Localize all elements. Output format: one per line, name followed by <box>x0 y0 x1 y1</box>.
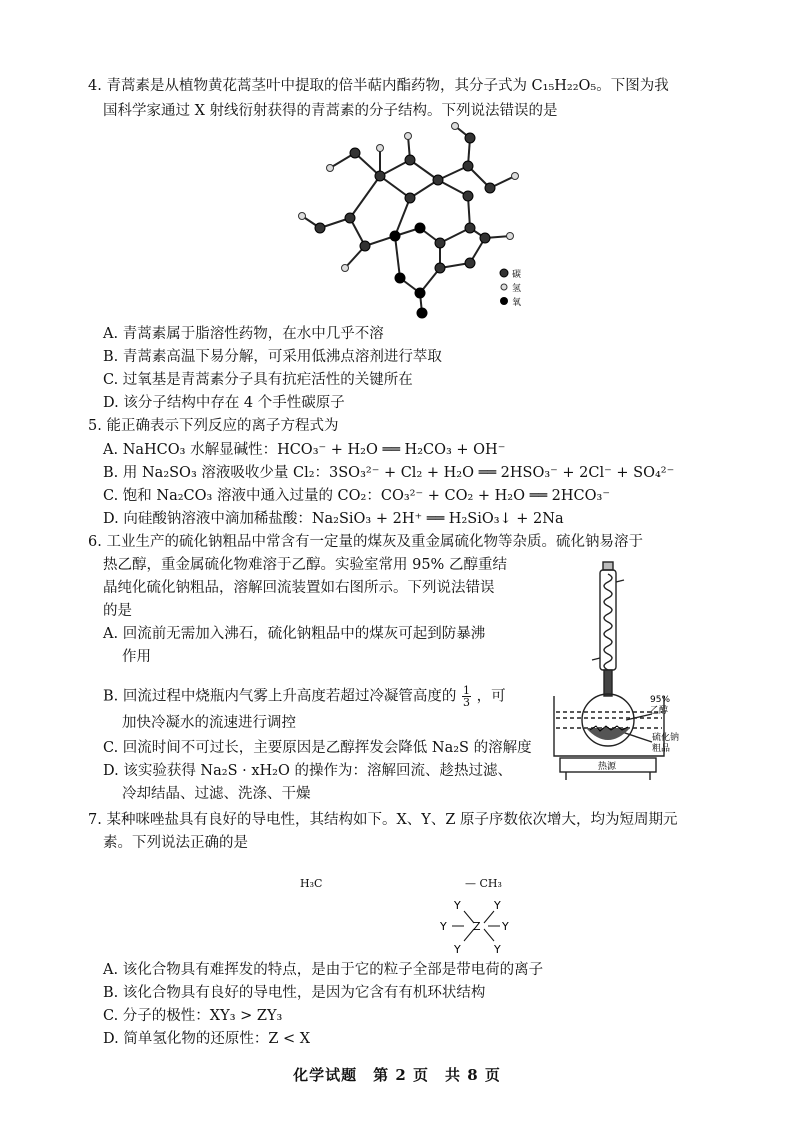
q7-option-a: A. 该化合物具有难挥发的特点，是由于它的粒子全部是带电荷的离子 <box>103 962 544 978</box>
q6-option-c: C. 回流时间不可过长，主要原因是乙醇挥发会降低 Na₂S 的溶解度 <box>103 740 532 756</box>
q4-stem-line2: 国科学家通过 X 射线衍射获得的青蒿素的分子结构。下列说法错误的是 <box>103 103 558 119</box>
q6-option-b-text: B. 回流过程中烧瓶内气雾上升高度若超过冷凝管高度的 <box>103 688 457 705</box>
struct-h3c: H₃C <box>300 877 323 890</box>
q6-option-a-line1: A. 回流前无需加入沸石，硫化钠粗品中的煤灰可起到防暴沸 <box>103 626 486 642</box>
y-atom-bottom-left: Y <box>454 943 461 955</box>
label-crude-2: 粗品 <box>652 744 671 754</box>
legend-oxygen: 氧 <box>512 298 522 308</box>
q4-option-a: A. 青蒿素属于脂溶性药物，在水中几乎不溶 <box>103 326 384 342</box>
q6-option-b-line2: 加快冷凝水的流速进行调控 <box>122 715 296 731</box>
fraction-denominator: 3 <box>462 696 470 709</box>
fraction-numerator: 1 <box>462 684 470 697</box>
q4-option-c: C. 过氧基是青蒿素分子具有抗疟活性的关键所在 <box>103 372 413 388</box>
anion-structure <box>440 895 520 955</box>
q7-stem-line1: 7. 某种咪唑盐具有良好的导电性，其结构如下。X、Y、Z 原子序数依次增大，均为短周期元 <box>88 812 678 828</box>
q6-option-d-line2: 冷却结晶、过滤、洗涤、干燥 <box>122 786 311 802</box>
q6-stem-line2: 热乙醇，重金属硫化物难溶于乙醇。实验室常用 95% 乙醇重结 <box>103 557 507 573</box>
q4-option-b: B. 青蒿素高温下易分解，可采用低沸点溶剂进行萃取 <box>103 349 442 365</box>
q7-option-b: B. 该化合物具有良好的导电性，是因为它含有有机环状结构 <box>103 985 486 1001</box>
q7-stem-line2: 素。下列说法正确的是 <box>103 835 248 851</box>
q7-option-c: C. 分子的极性：XY₃ > ZY₃ <box>103 1008 283 1024</box>
struct-ch3: — CH₃ <box>465 877 502 890</box>
legend-carbon: 碳 <box>512 270 522 280</box>
y-atom-top-right: Y <box>494 899 501 912</box>
q6-stem-line1: 6. 工业生产的硫化钠粗品中常含有一定量的煤灰及重金属硫化物等杂质。硫化钠易溶于 <box>88 534 643 550</box>
q6-option-d-line1: D. 该实验获得 Na₂S · xH₂O 的操作为：溶解回流、趁热过滤、 <box>103 763 512 779</box>
q5-option-d: D. 向硅酸钠溶液中滴加稀盐酸：Na₂SiO₃ + 2H⁺ ══ H₂SiO₃↓ + 2Na <box>103 511 564 527</box>
q6-option-b-end: ，可 <box>476 688 506 705</box>
artemisinin-molecule-figure <box>290 118 550 328</box>
y-atom-left: Y <box>440 920 447 933</box>
q6-option-b-line1 <box>103 685 506 708</box>
q6-stem-line3: 晶纯化硫化钠粗品，溶解回流装置如右图所示。下列说法错误 <box>103 580 495 596</box>
y-atom-bottom-right: Y <box>494 943 501 955</box>
label-crude-1: 硫化钠 <box>652 733 680 743</box>
q4-stem-line1: 4. 青蒿素是从植物黄花蒿茎叶中提取的倍半萜内酯药物，其分子式为 C₁₅H₂₂O₅。下图为我 <box>88 78 669 94</box>
q5-option-b: B. 用 Na₂SO₃ 溶液吸收少量 Cl₂：3SO₃²⁻ + Cl₂ + H₂O ══ 2HSO₃⁻ + 2Cl⁻ + SO₄²⁻ <box>103 465 675 481</box>
q5-stem: 5. 能正确表示下列反应的离子方程式为 <box>88 418 339 434</box>
y-atom-right: Y <box>502 920 509 933</box>
page-footer: 化学试题 第 2 页 共 8 页 <box>293 1066 501 1084</box>
label-ethanol: 乙醇 <box>650 706 669 716</box>
q5-option-a: A. NaHCO₃ 水解显碱性：HCO₃⁻ + H₂O ══ H₂CO₃ + OH⁻ <box>103 442 506 458</box>
q6-stem-line4: 的是 <box>103 603 132 619</box>
y-atom-top-left: Y <box>454 899 461 912</box>
q6-option-a-line2: 作用 <box>122 649 151 665</box>
z-atom-center: Z <box>473 920 481 933</box>
q5-option-c: C. 饱和 Na₂CO₃ 溶液中通入过量的 CO₂：CO₃²⁻ + CO₂ + H₂O ══ 2HCO₃⁻ <box>103 488 610 504</box>
label-heat-source: 热源 <box>598 762 617 772</box>
q4-option-d: D. 该分子结构中存在 4 个手性碳原子 <box>103 395 345 411</box>
q7-option-d: D. 简单氢化物的还原性：Z < X <box>103 1031 311 1047</box>
legend-hydrogen: 氢 <box>512 284 522 294</box>
reflux-apparatus-figure <box>552 560 692 785</box>
fraction-one-third <box>462 685 471 708</box>
label-ethanol-percent: 95% <box>650 695 671 705</box>
